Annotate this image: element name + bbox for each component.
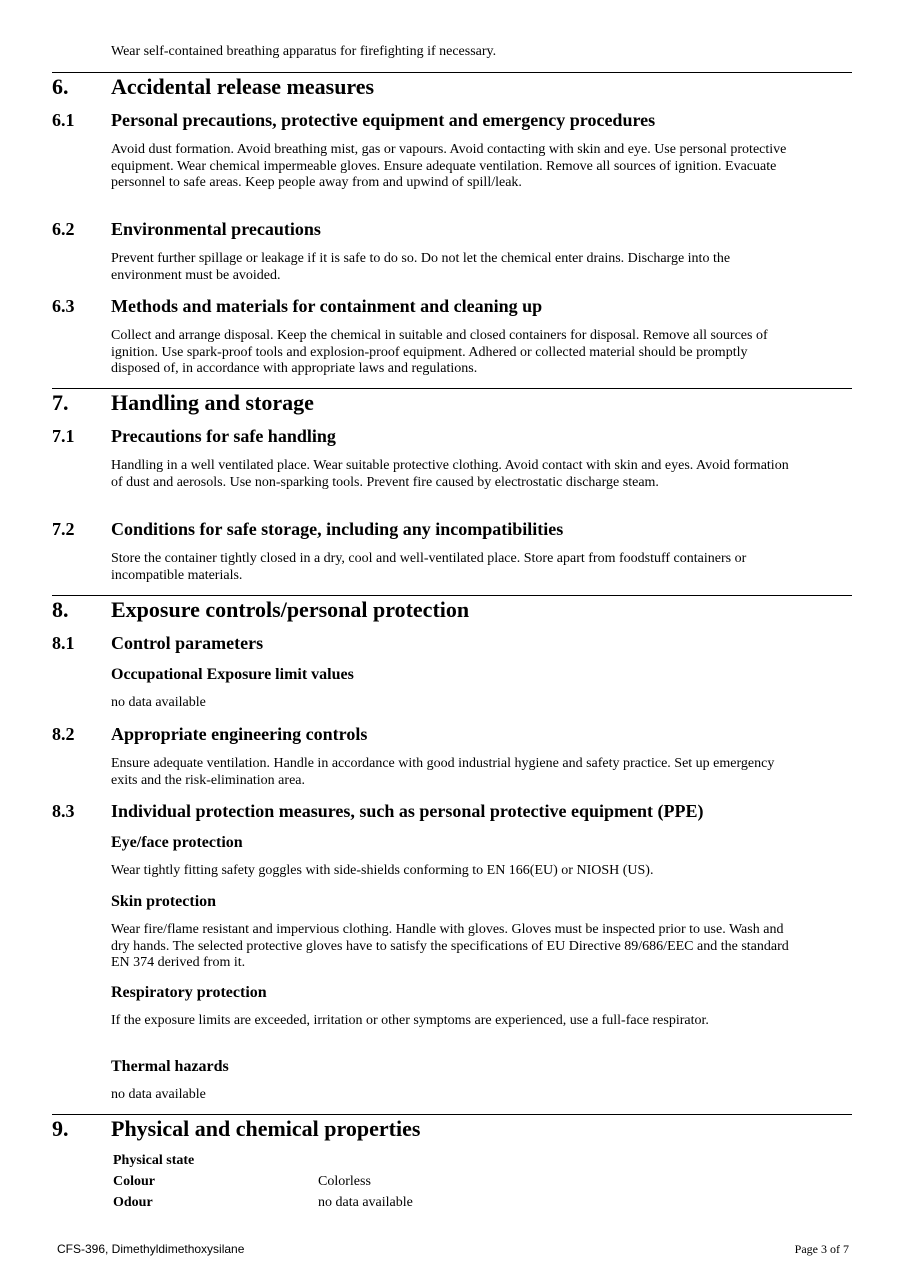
skin-protection-text: Wear fire/flame resistant and impervious clothing. Handle with gloves. Gloves must be inspected prior to use. Wash and dry hands. The selected protective gloves have to satisfy the specifications of EU Directive 89/686/EEC and the standard EN 374 derived from it.: [111, 922, 789, 970]
subsection-title: Appropriate engineering controls: [111, 724, 368, 744]
property-row: [113, 1150, 513, 1171]
subsection-number: 7.2: [52, 519, 75, 539]
section-title: Accidental release measures: [111, 74, 375, 99]
subsection-title: Personal precautions, protective equipment and emergency procedures: [111, 110, 656, 130]
property-value: Colorless: [318, 1174, 371, 1189]
subsection-8-3-heading: [52, 800, 852, 824]
footer-document-id: CFS-396, Dimethyldimethoxysilane: [57, 1242, 245, 1256]
subsection-title: Precautions for safe handling: [111, 426, 336, 446]
eye-protection-heading: Eye/face protection: [111, 834, 243, 851]
subsection-6-3-text: Collect and arrange disposal. Keep the chemical in suitable and closed containers for disposal. Remove all sources of ignition. Use spark-proof tools and explosion-proof equipment. Adhered or collected material should be promptly disposed of, in accordance with appropriate laws and regulations.: [111, 328, 768, 376]
section-title: Exposure controls/personal protection: [111, 597, 470, 622]
subsection-number: 6.2: [52, 219, 75, 239]
subsection-number: 6.3: [52, 296, 75, 316]
subsection-number: 7.1: [52, 426, 75, 446]
property-label: Colour: [113, 1174, 155, 1189]
section-number: 8.: [52, 597, 69, 622]
subsection-title: Methods and materials for containment and cleaning up: [111, 296, 543, 316]
subsection-number: 8.2: [52, 724, 75, 744]
subsection-7-2-text: Store the container tightly closed in a dry, cool and well-ventilated place. Store apart from foodstuff containers or incompatible materials.: [111, 551, 747, 583]
respiratory-protection-text: If the exposure limits are exceeded, irritation or other symptoms are experienced, use a full-face respirator.: [111, 1013, 709, 1028]
property-label: Physical state: [113, 1153, 195, 1168]
section-title: Handling and storage: [111, 390, 314, 415]
thermal-hazards-heading: Thermal hazards: [111, 1058, 229, 1075]
skin-protection-heading: Skin protection: [111, 893, 217, 910]
subsection-6-2-heading: [52, 218, 852, 242]
properties-table: [113, 1150, 513, 1213]
subsection-title: Individual protection measures, such as personal protective equipment (PPE): [111, 801, 704, 821]
section-7-heading: [52, 388, 852, 415]
subsection-7-1-heading: [52, 425, 852, 449]
respiratory-protection-heading: Respiratory protection: [111, 984, 267, 1001]
eye-protection-text: Wear tightly fitting safety goggles with side-shields conforming to EN 166(EU) or NIOSH (US).: [111, 863, 654, 878]
oel-text: no data available: [111, 695, 206, 710]
section-number: 7.: [52, 390, 69, 415]
property-row: [113, 1192, 513, 1213]
subsection-7-2-heading: [52, 518, 852, 542]
subsection-6-2-text: Prevent further spillage or leakage if it is safe to do so. Do not let the chemical enter drains. Discharge into the environment must be avoided.: [111, 251, 731, 283]
subsection-7-1-text: Handling in a well ventilated place. Wear suitable protective clothing. Avoid contact with skin and eyes. Avoid formation of dust and aerosols. Use non-sparking tools. Prevent fire caused by electrostatic discharge steam.: [111, 458, 789, 490]
section-title: Physical and chemical properties: [111, 1116, 421, 1141]
subsection-title: Conditions for safe storage, including any incompatibilities: [111, 519, 564, 539]
subsection-title: Environmental precautions: [111, 219, 321, 239]
subsection-8-2-heading: [52, 723, 852, 747]
subsection-title: Control parameters: [111, 633, 264, 653]
subsection-6-1-heading: [52, 109, 852, 133]
section-9-heading: [52, 1114, 852, 1141]
property-value: no data available: [318, 1195, 413, 1210]
section-8-heading: [52, 595, 852, 622]
section-number: 6.: [52, 74, 69, 99]
footer-page-number: Page 3 of 7: [794, 1242, 849, 1256]
subsection-number: 8.1: [52, 633, 75, 653]
subsection-number: 8.3: [52, 801, 75, 821]
oel-heading: Occupational Exposure limit values: [111, 666, 354, 683]
thermal-hazards-text: no data available: [111, 1087, 206, 1102]
section-number: 9.: [52, 1116, 69, 1141]
intro-text: Wear self-contained breathing apparatus for firefighting if necessary.: [111, 44, 497, 59]
subsection-number: 6.1: [52, 110, 75, 130]
subsection-6-3-heading: [52, 295, 852, 319]
subsection-8-1-heading: [52, 632, 852, 656]
property-label: Odour: [113, 1195, 153, 1210]
section-6-heading: [52, 72, 852, 99]
subsection-6-1-text: Avoid dust formation. Avoid breathing mist, gas or vapours. Avoid contacting with skin and eye. Use personal protective equipment. Wear chemical impermeable gloves. Ensure adequate ventilation. Remove all sources of ignition. Evacuate personnel to safe areas. Keep people away from and upwind of spill/leak.: [111, 142, 787, 190]
property-row: [113, 1171, 513, 1192]
subsection-8-2-text: Ensure adequate ventilation. Handle in accordance with good industrial hygiene and safety practice. Set up emergency exits and the risk-elimination area.: [111, 756, 775, 788]
